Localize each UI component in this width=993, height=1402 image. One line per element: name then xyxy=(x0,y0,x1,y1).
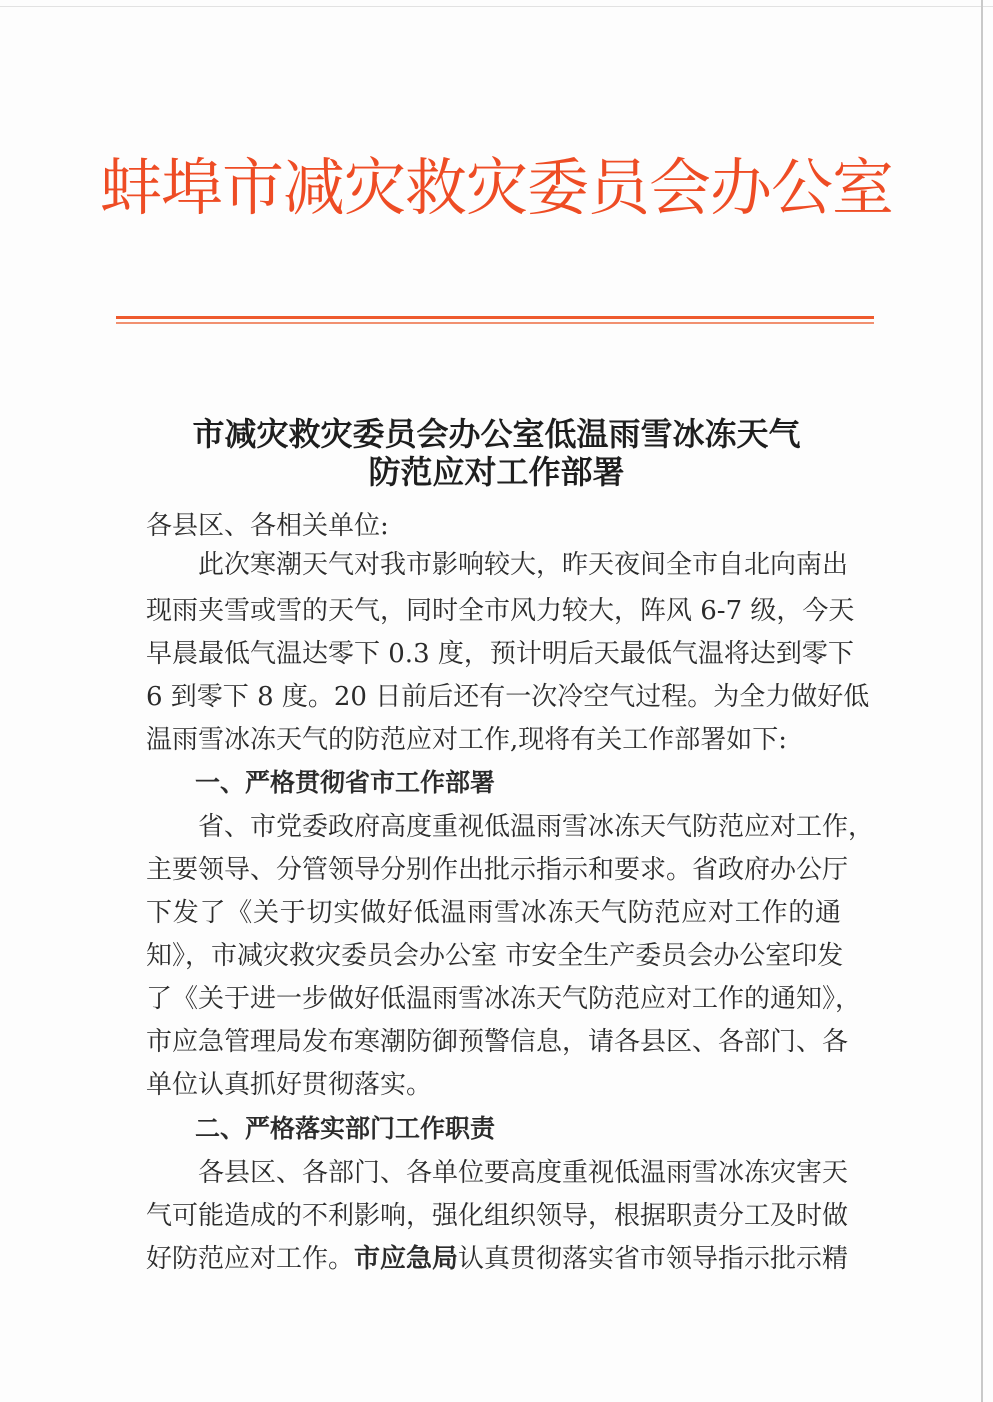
section-1-line-6: 市应急管理局发布寒潮防御预警信息，请各县区、各部门、各 xyxy=(146,1027,849,1057)
section-1-line-3: 下发了《关于切实做好低温雨雪冰冻天气防范应对工作的通 xyxy=(146,898,841,928)
letterhead-red-rule-secondary xyxy=(116,322,874,324)
section-1-heading: 一、严格贯彻省市工作部署 xyxy=(195,768,496,797)
section-2-line-2: 气可能造成的不利影响，强化组织领导，根据职责分工及时做 xyxy=(146,1201,849,1231)
intro-line-3: 早晨最低气温达零下 0.3 度，预计明后天最低气温将达到零下 xyxy=(146,639,854,669)
intro-line-1: 此次寒潮天气对我市影响较大，昨天夜间全市自北向南出 xyxy=(198,550,849,580)
document-title-line-1: 市减灾救灾委员会办公室低温雨雪冰冻天气 xyxy=(192,415,801,453)
scan-edge-top xyxy=(0,6,993,7)
section-2-line-1: 各县区、各部门、各单位要高度重视低温雨雪冰冻灾害天 xyxy=(198,1158,849,1188)
intro-line-2: 现雨夹雪或雪的天气，同时全市风力较大，阵风 6-7 级，今天 xyxy=(146,596,855,626)
salutation: 各县区、各相关单位: xyxy=(146,511,389,541)
section-2-heading: 二、严格落实部门工作职责 xyxy=(195,1114,496,1143)
section-1-line-7: 单位认真抓好贯彻落实。 xyxy=(146,1070,433,1100)
section-1-line-5: 了《关于进一步做好低温雨雪冰冻天气防范应对工作的通知》， xyxy=(146,984,862,1014)
section-2-line-3 xyxy=(146,1241,849,1277)
section-1-line-1: 省、市党委政府高度重视低温雨雪冰冻天气防范应对工作， xyxy=(198,812,875,842)
section-2-line-3-prefix: 好防范应对工作。 xyxy=(146,1244,355,1274)
section-2-line-3-suffix: 认真贯彻落实省市领导指示批示精 xyxy=(458,1244,849,1274)
section-2-line-3-bold-agency: 市应急局 xyxy=(354,1244,459,1274)
intro-line-4: 6 到零下 8 度。20 日前后还有一次冷空气过程。为全力做好低 xyxy=(146,682,870,712)
intro-line-5: 温雨雪冰冻天气的防范应对工作,现将有关工作部署如下: xyxy=(146,725,788,755)
section-1-line-4: 知》，市减灾救灾委员会办公室 市安全生产委员会办公室印发 xyxy=(146,941,844,971)
letterhead-title: 蚌埠市减灾救灾委员会办公室 xyxy=(99,151,893,224)
section-1-line-2: 主要领导、分管领导分别作出批示指示和要求。省政府办公厅 xyxy=(146,855,849,885)
document-title-line-2: 防范应对工作部署 xyxy=(368,453,625,491)
letterhead-red-rule xyxy=(116,316,874,319)
